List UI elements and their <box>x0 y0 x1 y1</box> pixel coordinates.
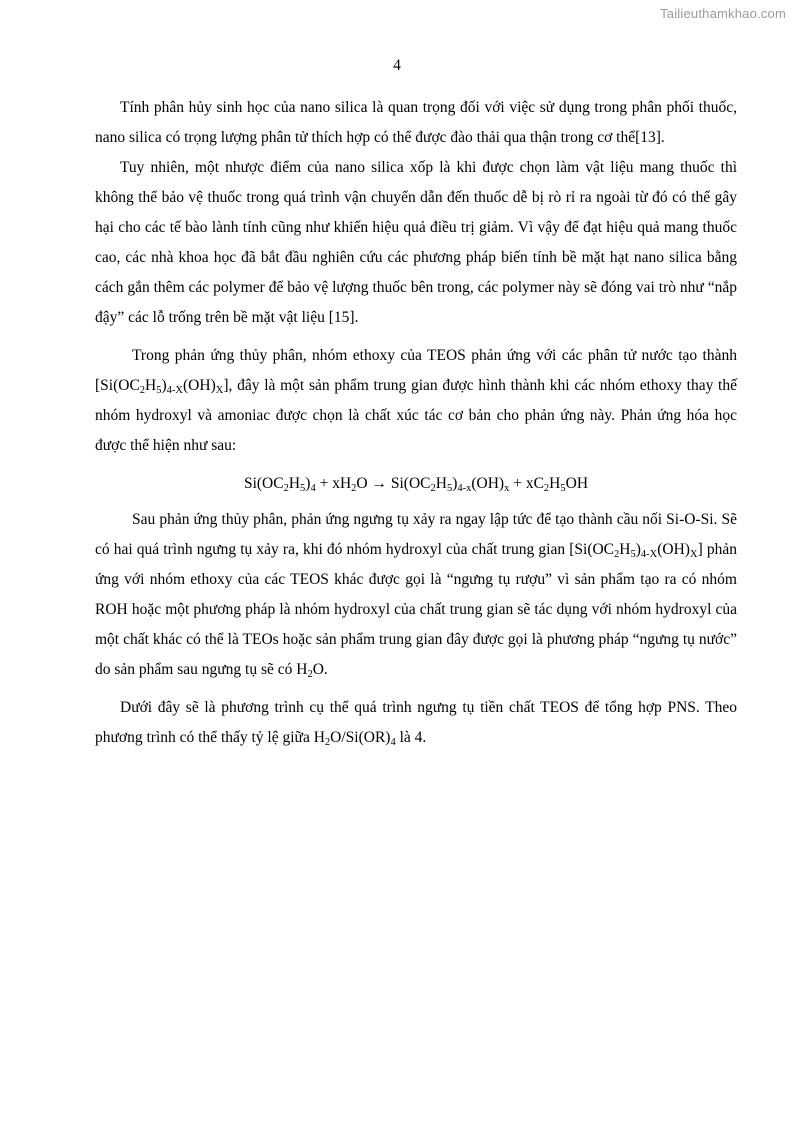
hydrolysis-equation: $Si(OC_2H_5)_4 + xH_2O \to Si(OC_2H_5)_{4-x}(OH)_x + xC_2H_5OH$ <box>243 475 589 494</box>
chemical-formula: $H_2O$ <box>296 661 324 680</box>
paragraph-ratio: Dưới đây sẽ là phương trình cụ thể quá trình ngưng tụ tiền chất TEOS để tổng hợp PNS. Theo phương trình có thể thấy tỷ lệ giữa $H_2O/Si(OR)_4$ là 4. <box>95 699 737 748</box>
paragraph-drawback: Tuy nhiên, một nhược điểm của nano silica xốp là khi được chọn làm vật liệu mang thuốc thì không thể bảo vệ thuốc trong quá trình vận chuyển dẫn đến thuốc dễ bị rò rỉ ra ngoài từ đó có thể gây hại cho các tế bào lành tính cũng như khiến hiệu quả điều trị giảm. Vì vậy để đạt hiệu quả mang thuốc cao, các nhà khoa học đã bắt đầu nghiên cứu các phương pháp biến tính bề mặt hạt nano silica bằng cách gắn thêm các polymer để bảo vệ lượng thuốc bên trong, các polymer này sẽ đóng vai trò như “nắp đậy” các lỗ trống trên bề mặt vật liệu [15]. <box>95 159 737 326</box>
chemical-formula: $H_2O/Si(OR)_4$ <box>313 729 396 748</box>
document-body <box>95 93 737 753</box>
watermark: Tailieuthamkhao.com <box>660 6 786 21</box>
chemical-formula: $[Si(OC_2H_5)_{4-X}(OH)_X]$ <box>95 377 229 396</box>
chemical-formula: $[Si(OC_2H_5)_{4-X}(OH)_X]$ <box>569 541 703 560</box>
paragraph-condensation: Sau phản ứng thủy phân, phản ứng ngưng tụ xảy ra ngay lập tức để tạo thành cầu nối Si-O-Si. Sẽ có hai quá trình ngưng tụ xảy ra, khi đó nhóm hydroxyl của chất trung gian $[Si(OC_2H_5)_{4-X}(OH)_X]$ phản ứng với nhóm ethoxy của các TEOS khác được gọi là “ngưng tụ rượu” vì sản phẩm tạo ra có nhóm ROH hoặc một phương pháp là nhóm hydroxyl của chất trung gian sẽ tác dụng với nhóm hydroxyl của một chất khác có thể là TEOs hoặc sản phẩm trung gian đây được gọi là phương pháp “ngưng tụ nước” do sản phẩm sau ngưng tụ sẽ có $H_2O$. <box>95 511 737 680</box>
page-number: 4 <box>393 57 401 74</box>
paragraph-biodegradability: Tính phân hủy sinh học của nano silica là quan trọng đối với việc sử dụng trong phân phối thuốc, nano silica có trọng lượng phân tử thích hợp có thể được đào thải qua thận trong cơ thể[13]. <box>95 99 737 146</box>
paragraph-hydrolysis: Trong phản ứng thủy phân, nhóm ethoxy của TEOS phản ứng với các phân tử nước tạo thành $[Si(OC_2H_5)_{4-X}(OH)_X]$, đây là một sản phẩm trung gian được hình thành khi các nhóm ethoxy thay thế nhóm hydroxyl và amoniac được chọn là chất xúc tác cơ bản cho phản ứng này. Phản ứng hóa học được thể hiện như sau: <box>95 347 737 454</box>
